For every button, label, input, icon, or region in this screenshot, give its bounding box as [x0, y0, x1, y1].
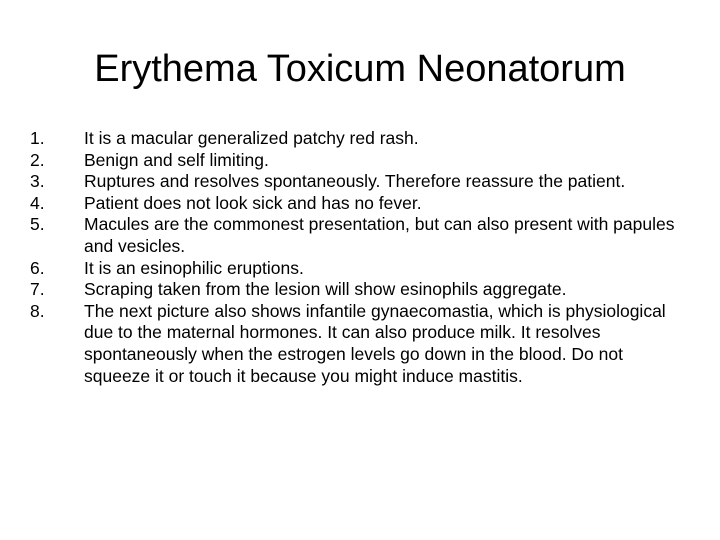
list-item	[30, 301, 680, 387]
item-number: 2.	[30, 149, 45, 170]
list-item	[30, 150, 680, 172]
item-text: Patient does not look sick and has no fever.	[84, 192, 422, 213]
list-item	[30, 171, 680, 193]
item-number: 8.	[30, 300, 45, 321]
item-text: The next picture also shows infantile gynaecomastia, which is physiological due to the maternal hormones. It can also produce milk. It resolves spontaneously when the estrogen levels go down in the blood. Do not squeeze it or touch it because you might induce mastitis.	[84, 300, 666, 386]
item-number: 6.	[30, 257, 45, 278]
slide-title: Erythema Toxicum Neonatorum	[94, 48, 626, 90]
list-item	[30, 193, 680, 215]
list-item	[30, 258, 680, 280]
item-number: 1.	[30, 128, 45, 148]
item-text: Ruptures and resolves spontaneously. Therefore reassure the patient.	[84, 171, 626, 192]
list-item	[30, 279, 680, 301]
item-text: Macules are the commonest presentation, but can also present with papules and vesicles.	[84, 214, 675, 256]
item-number: 3.	[30, 171, 45, 192]
list-item	[30, 128, 680, 150]
list-item	[30, 214, 680, 257]
item-number: 5.	[30, 214, 45, 235]
item-text: Benign and self limiting.	[84, 149, 269, 170]
item-text: It is a macular generalized patchy red rash.	[84, 128, 419, 148]
item-number: 4.	[30, 192, 45, 213]
item-text: Scraping taken from the lesion will show esinophils aggregate.	[84, 279, 567, 300]
item-text: It is an esinophilic eruptions.	[84, 257, 304, 278]
item-number: 7.	[30, 279, 45, 300]
numbered-list	[30, 128, 680, 387]
